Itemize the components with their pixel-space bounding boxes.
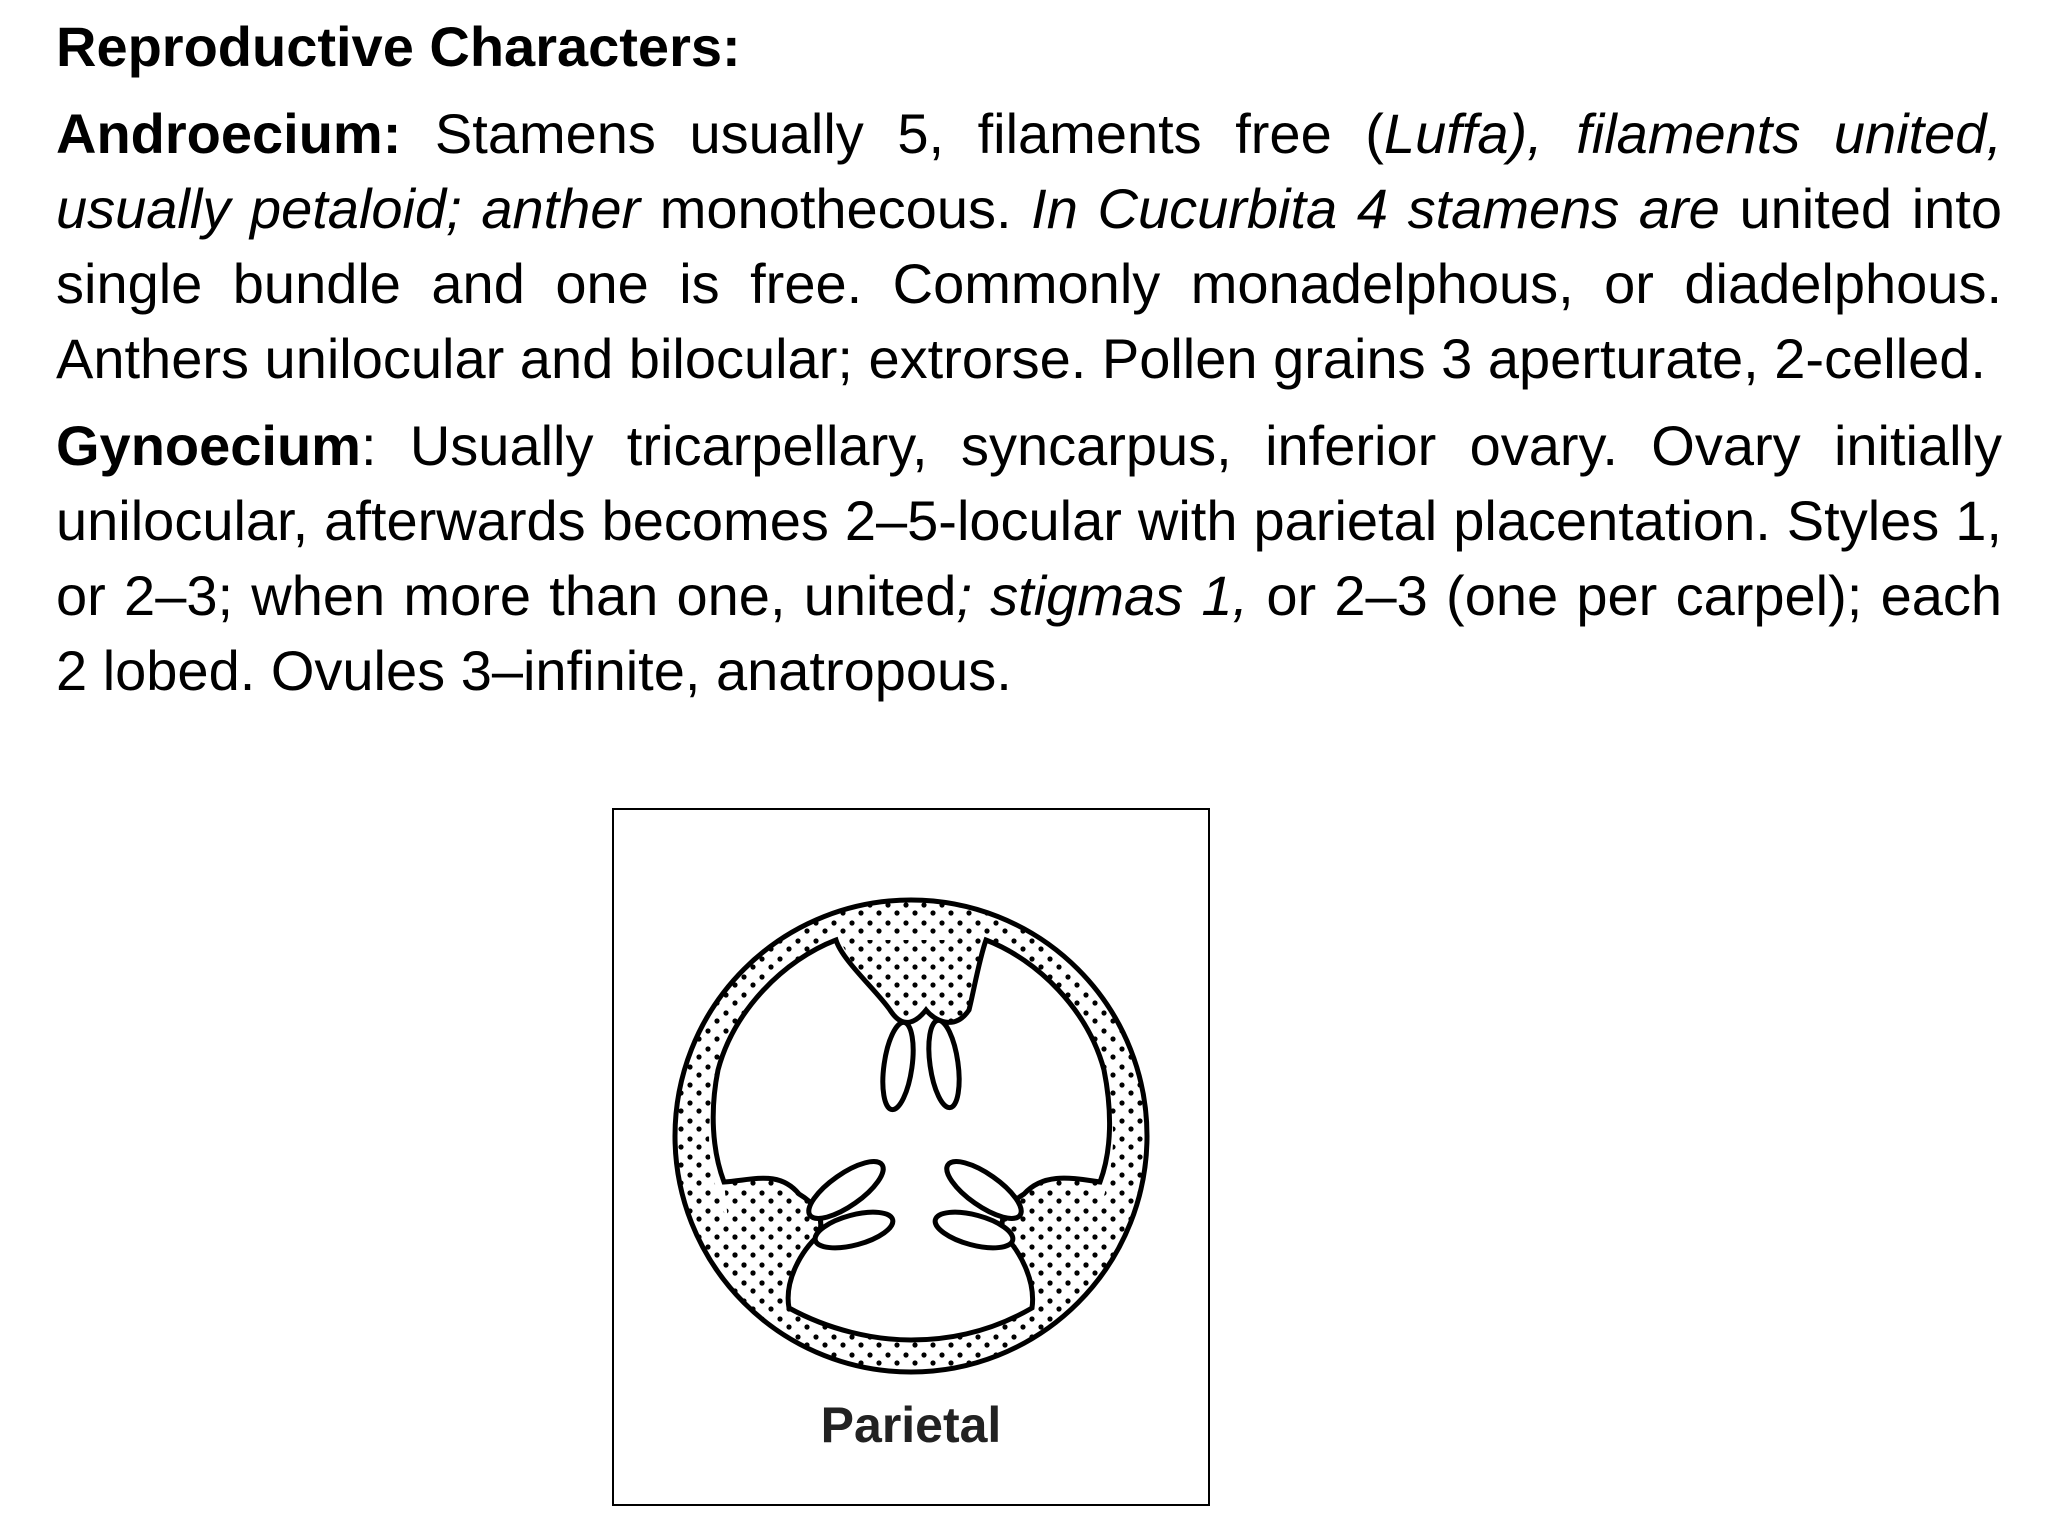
androecium-text-4: In Cucurbita 4 stamens are — [1031, 177, 1720, 240]
androecium-text-3: monothecous. — [640, 177, 1032, 240]
gynoecium-label: Gynoecium — [56, 414, 361, 477]
figure-caption: Parietal — [820, 1397, 1002, 1453]
gynoecium-text-3: or 2–3 (one per carpel); each 2 lobed. Ovules 3–infinite, anatropous. — [56, 564, 2002, 702]
androecium-label: Androecium: — [56, 102, 402, 165]
androecium-paragraph — [56, 96, 2002, 396]
slide-content — [56, 10, 2002, 720]
androecium-text-2: Luffa), filaments united, usually petaloid; anther — [56, 102, 2003, 240]
gynoecium-text-2: ; stigmas 1, — [956, 564, 1249, 627]
gynoecium-paragraph — [56, 408, 2002, 708]
androecium-text-1: Stamens usually 5, filaments free ( — [401, 102, 1384, 165]
gynoecium-text-1: : Usually tricarpellary, syncarpus, inferior ovary. Ovary initially unilocular, afterwards becomes 2–5-locular with parietal placentation. Styles 1, or 2–3; when more than one, united — [56, 414, 2002, 627]
androecium-text-5: united into single bundle and one is free. Commonly monadelphous, or diadelphous. Anthers unilocular and bilocular; extrorse. Pollen grains 3 aperturate, 2-celled. — [56, 177, 2002, 390]
parietal-placentation-figure — [612, 808, 1210, 1506]
section-heading: Reproductive Characters: — [56, 15, 741, 78]
